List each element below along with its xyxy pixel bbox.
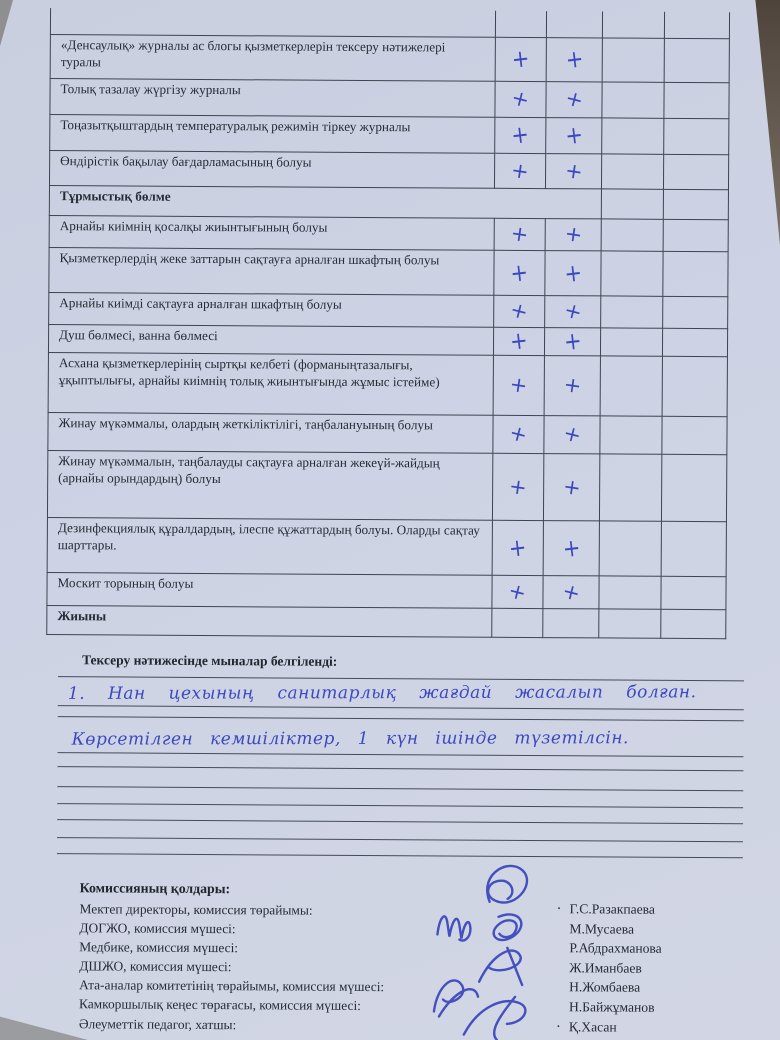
commission-name: Н.Жомбаева	[569, 979, 641, 996]
table-row	[49, 248, 728, 297]
commission-role: Медбике, комиссия мүшесі:	[79, 939, 239, 956]
row-label: Асхана қызметкерлерінің сыртқы келбеті (форманыңтазалығы, ұқыптылығы, арнайы киімнің толық жиынтығында жұмыс істейме)	[48, 353, 493, 416]
check-mark: +	[507, 473, 529, 500]
check-mark: +	[562, 85, 586, 114]
table-row	[50, 35, 729, 83]
row-label: «Денсаулық» журналы ас блогы қызметкерлерін тексеру нәтижелері туралы	[50, 35, 495, 82]
table-row	[49, 216, 728, 252]
total-label: Жиыны	[47, 606, 492, 638]
check-mark: +	[563, 44, 585, 74]
ruled-line	[58, 705, 744, 710]
row-label: Жинау мүкәммалын, таңбалауды сақтауға арналған жекеүй-жайдың (арнайы орындардың) болуы	[47, 451, 492, 521]
check-mark: +	[509, 220, 531, 248]
table-row	[49, 151, 728, 190]
ruled-line	[57, 766, 743, 771]
check-mark: +	[562, 221, 584, 248]
commission-name: М.Мусаева	[569, 920, 635, 937]
commission-name: Г.С.Разакпаева	[569, 901, 656, 917]
check-mark: +	[505, 577, 529, 606]
ruled-line	[57, 837, 743, 842]
row-label	[50, 8, 495, 37]
check-mark: +	[509, 157, 531, 184]
check-mark: +	[560, 420, 584, 449]
commission-role: ДОГЖО, комиссия мүшесі:	[79, 920, 236, 937]
row-label: Жинау мүкәммалы, олардың жеткіліктілігі, таңбалануының болуы	[48, 413, 493, 454]
total-row	[47, 606, 726, 639]
bullet-dot: ·	[555, 1019, 561, 1036]
handwritten-finding-line-2: Көрсетілген кемшіліктер, 1 күн ішінде түзетілсін.	[71, 728, 629, 750]
table-row	[48, 353, 727, 417]
table-row	[48, 325, 727, 357]
check-mark: +	[562, 258, 584, 288]
table-row	[47, 518, 726, 577]
section-label: Тұрмыстық бөлме	[49, 186, 601, 219]
ruled-line	[57, 786, 743, 791]
findings-heading: Тексеру нәтижесінде мыналар белгіленді:	[82, 652, 338, 669]
signature-path	[487, 866, 527, 903]
check-mark: +	[507, 297, 531, 325]
row-label: Арнайы киімді сақтауға арналған шкафтың болуы	[49, 293, 494, 328]
table-row	[50, 115, 729, 155]
check-mark: +	[507, 532, 528, 563]
ruled-line	[58, 752, 744, 757]
table-row	[50, 79, 729, 119]
table-row	[47, 451, 726, 522]
signature-path	[494, 914, 522, 940]
inspection-table	[46, 8, 730, 639]
ruled-line	[57, 853, 743, 858]
commission-name: Р.Абдрахманова	[569, 940, 662, 957]
check-mark: +	[561, 372, 583, 399]
table-row	[47, 573, 726, 610]
commission-role: Әлеуметтік педагог, хатшы:	[78, 1015, 237, 1032]
commission-role: Камкоршылық кеңес төрағасы, комиссия мүшесі:	[78, 996, 361, 1014]
bullet-dot: ·	[556, 901, 562, 918]
row-label: Душ бөлмесі, ванна бөлмесі	[48, 325, 493, 356]
ruled-line	[58, 676, 744, 681]
check-mark: +	[560, 533, 582, 563]
ruled-line	[58, 716, 744, 721]
row-label: Қызметкерлердің жеке заттарын сақтауға арналған шкафтың болуы	[49, 248, 494, 296]
check-mark: +	[506, 420, 530, 448]
check-mark: +	[508, 85, 533, 113]
ruled-line	[57, 803, 743, 808]
row-label: Дезинфекциялық құралдардың, ілеспе құжаттардың болуы. Оларды сақтау шарттары.	[47, 518, 492, 576]
commission-name: Н.Байжұманов	[568, 999, 655, 1015]
section-row	[49, 186, 728, 220]
commission-name: Ж.Иманбаев	[569, 960, 642, 976]
check-mark: +	[563, 157, 585, 184]
row-label: Москит торының болуы	[47, 573, 492, 609]
commission-heading: Комиссияның қолдары:	[79, 880, 231, 897]
check-mark: +	[508, 257, 530, 288]
check-mark: +	[561, 297, 585, 326]
commission-names-column	[569, 899, 662, 1037]
table-row	[49, 293, 728, 329]
row-label: Тоңазытқыштардың температуралық режимін тіркеу журналы	[50, 115, 495, 154]
signature-path	[464, 997, 526, 1040]
commission-role: Мектеп директоры, комиссия төрайымы:	[79, 901, 313, 918]
signature-scribbles	[419, 855, 570, 1040]
ruled-line	[57, 819, 743, 824]
check-mark: +	[508, 371, 530, 399]
check-mark: +	[559, 578, 583, 606]
check-mark: +	[508, 326, 530, 356]
row-label: Өндірістік бақылау бағдарламасының болуы	[49, 151, 494, 189]
commission-role: Ата-аналар комитетінің төрайымы, комиссия мүшесі:	[79, 977, 385, 995]
commission-role: ДШЖО, комиссия мүшесі:	[79, 958, 232, 975]
check-mark: +	[561, 473, 583, 500]
check-mark: +	[563, 120, 585, 150]
signature-path	[479, 948, 522, 985]
handwritten-finding-line-1: 1. Нан цехының санитарлық жағдай жасалып болған.	[67, 682, 697, 704]
row-label: Арнайы киімнің қосалқы жиынтығының болуы	[49, 216, 494, 251]
row-label: Толық тазалау жүргізу журналы	[50, 79, 495, 118]
table-row	[48, 413, 727, 455]
check-mark: +	[509, 120, 531, 150]
signature-path	[434, 980, 478, 1016]
check-mark: +	[562, 326, 583, 356]
commission-name: Қ.Хасан	[568, 1018, 617, 1035]
check-mark: +	[510, 44, 531, 74]
table-row-cutoff	[50, 8, 729, 39]
signature-path	[437, 916, 470, 940]
